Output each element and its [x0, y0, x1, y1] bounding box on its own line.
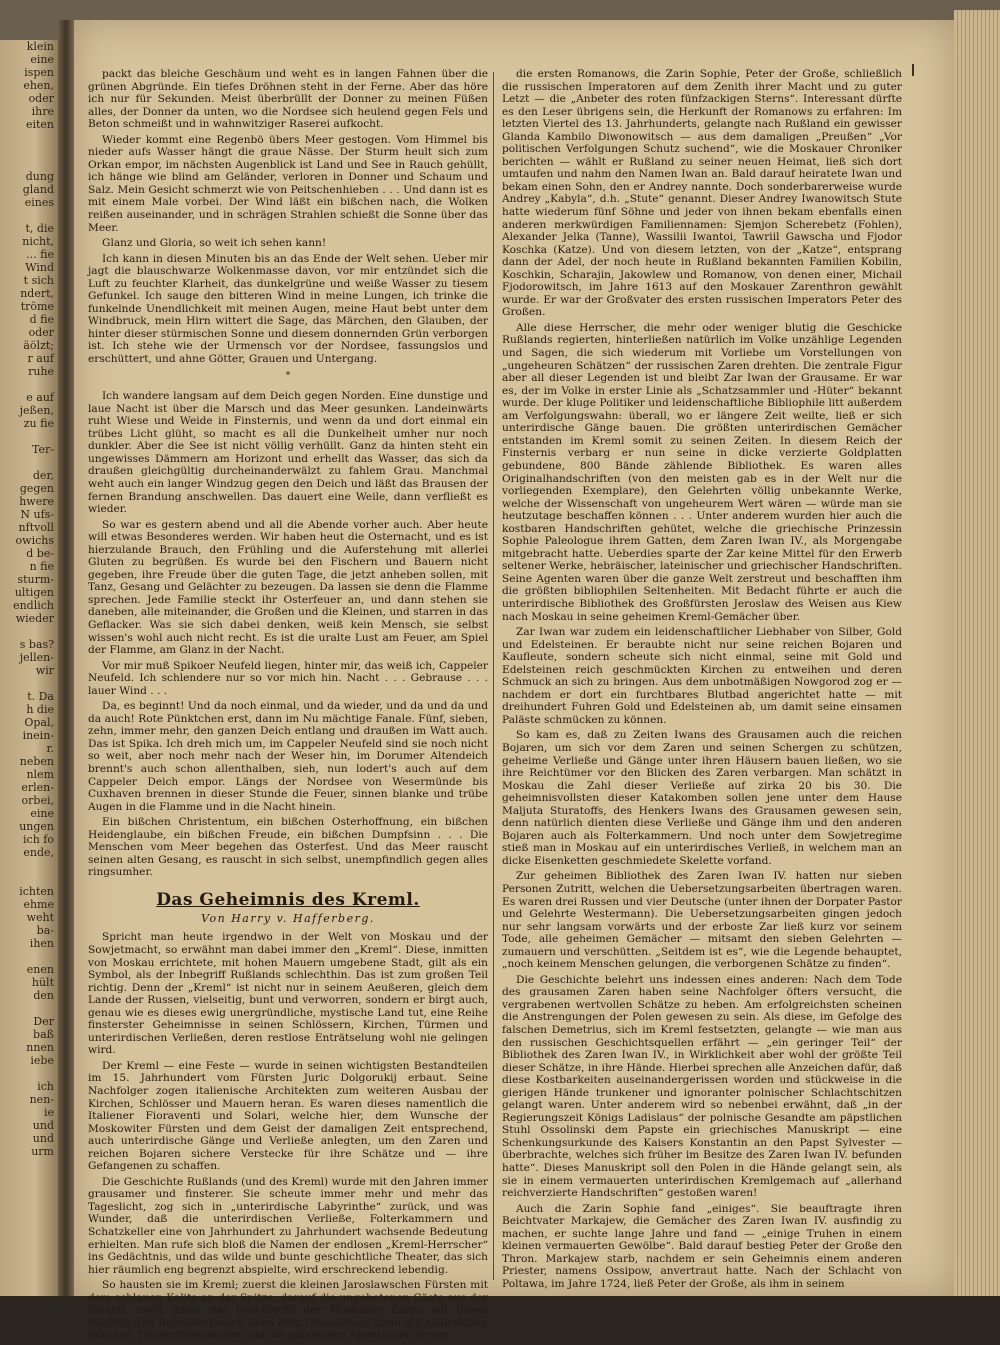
margin-text-fragment: ndert, [20, 287, 54, 300]
margin-text-fragment: nen- [29, 1093, 54, 1106]
paragraph: Glanz und Gloria, so weit ich sehen kann! [102, 237, 327, 250]
page-mark [912, 64, 914, 76]
margin-text-fragment: und [32, 1119, 54, 1132]
margin-text-fragment: nnen [26, 1041, 54, 1054]
paragraph: Ich wandere langsam auf dem Deich gegen Norden. Eine dunstige und laue Nacht ist über die Marsch und das Meer gesunken. Landeinwärts ruht Wiese und Weide in Finsternis, und wenn da und dort einmal ein trübes Licht glüht, so macht es all die Dunkelheit umher nur noch dunkler. Aber die See ist nicht völlig verhüllt. Ganz da hinten steht ein ungewisses Dämmern am Horizont und erhellt das Wasser, das sich da draußen gleichgültig durcheinanderwälzt zu fahlem Grau. Manchmal weht auch ein langer Windzug gegen den Deich und läßt das Brausen der fernen Brandung anschwellen. Das dauert eine Weile, dann verfließt es wieder. [88, 390, 488, 516]
newspaper-page [74, 20, 954, 1342]
paragraph: Spricht man heute irgendwo in der Welt von Moskau und der Sowjetmacht, so erwähnt man dabei immer den „Kreml“. Diese, inmitten von Moskau errichtete, mit hohen Mauern umgebene Stadt, gilt als ein Symbol, als der Inbegriff Rußlands schlechthin. Das ist zum großen Teil richtig. Denn der „Kreml“ ist nicht nur in seinem Aeußeren, gleich dem Lande der Russen, vielseitig, bunt und verworren, sondern er birgt auch, genau wie es dieses ewig unergründliche, mystische Land tut, eine Reihe finsterster Geheimnisse in seinen Schlössern, Kirchen, Türmen und unterirdischen Verließen, deren restlose Enträtselung wohl nie gelingen wird. [88, 931, 488, 1057]
margin-text-fragment: owichs [15, 534, 54, 547]
margin-text-fragment: ultigen [14, 586, 54, 599]
previous-page-margin [0, 40, 58, 1296]
margin-text-fragment: äölzt; [23, 339, 54, 352]
paragraph: Zur geheimen Bibliothek des Zaren Iwan IV. hatten nur sieben Personen Zutritt, welchen die Uebersetzungsarbeiten übertragen waren. Es waren drei Russen und vier Deutsche (unter ihnen der Dorpater Pastor und Gelehrte Westermann). Die Uebersetzungsarbeiten gingen jedoch nur sehr langsam vorwärts und der erboste Zar ließ kurz vor seinem Tode, alle geheimen Gemächer — mitsamt den sieben Gelehrten — zumauern und verschütten. „Seitdem ist es“, wie die Legende behauptet, „noch keinem Menschen gelungen, die verborgenen Schätze zu finden“. [502, 870, 902, 971]
left-column-text-top [88, 68, 488, 366]
margin-text-fragment: r auf [27, 352, 54, 365]
margin-text-fragment: urm [31, 1145, 54, 1158]
margin-text-fragment: Wind [25, 261, 54, 274]
margin-text-fragment: ichten [19, 885, 54, 898]
margin-text-fragment: ba- [36, 924, 54, 937]
margin-text-fragment: Opal, [24, 716, 54, 729]
margin-text-fragment: dung [25, 170, 54, 183]
margin-text-fragment: eiten [25, 118, 54, 131]
margin-text-fragment [0, 456, 58, 469]
margin-text-fragment: ich fo [23, 833, 54, 846]
margin-text-fragment: ich [37, 1080, 54, 1093]
margin-text-fragment: den [33, 989, 54, 1002]
paragraph: So war es gestern abend und all die Abende vorher auch. Aber heute will etwas Besonderes werden. Wir haben heut die Osternacht, und es ist hierzulande Brauch, den Frühling und die Auferstehung mit allerlei Gluten zu begrüßen. Es wurde bei den Fischern und Bauern nicht gegeben, ihre Freude über die guten Tage, die jetzt anheben sollen, mit Tanz, Gesang und Gelächter zu bezeugen. Da lassen sie denn die Flamme sprechen. Jede Familie steckt ihr Osterfeuer an, und dann stehen sie daneben, alle miteinander, die Großen und die Kleinen, und starren in das Geflacker. Was sie sich dabei denken, weiß kein Mensch, sie selbst wissen's wohl auch nicht recht. Es ist die uralte Lust am Feuer, am Spiel der Flamme, am Glanz in der Nacht. [88, 518, 488, 657]
paragraph: Wieder kommt eine Regenbö übers Meer gestogen. Vom Himmel bis nieder aufs Wasser hängt die graue Nässe. Der Sturm heult sich zum Orkan empor, im nächsten Augenblick ist Land und See in Rauch gehüllt, ich hänge wie blind am Geländer, verloren in Donner und Schaum und Salz. Mein Gesicht schmerzt wie von Peitschenhieben . . . Und dann ist es mit einem Male vorbei. Der Wind läßt ein bißchen nach, die Wolken reißen auseinander, und in schrägen Strahlen schießt die Sonne über das Meer. [88, 133, 488, 234]
margin-text-fragment: oder [28, 92, 54, 105]
paragraph: Zar Iwan war zudem ein leidenschaftlicher Liebhaber von Silber, Gold und Edelsteinen. Er beraubte nicht nur seine reichen Bojaren und Kaufleute, sondern scheute sich nicht einmal, seine mit Gold und Edelsteinen reich geschmückten Kirchen zu entweihen und deren Schmuck an sich zu bringen. Aus dem unbotmäßigen Nowgorod zog er — nachdem er dort ein furchtbares Blutbad angerichtet hatte — mit dreihundert Fuhren Gold und Edelsteinen ab, um damit seine einsamen Paläste schmücken zu können. [502, 626, 902, 726]
margin-text-fragment [0, 950, 58, 963]
margin-text-fragment: enen [26, 963, 54, 976]
margin-text-fragment [0, 872, 58, 885]
margin-text-fragment: h die [26, 703, 54, 716]
margin-text-fragment: ehen, [23, 79, 54, 92]
paragraph: So kam es, daß zu Zeiten Iwans des Grausamen auch die reichen Bojaren, um sich vor dem Zaren und seinen Schergen zu schützen, geheime Verließe und Gänge unter ihren Häusern bauen ließen, wo sie ihre Reichtümer vor den Blicken des Zaren verbargen. Man schätzt in Moskau die Zahl dieser Verließe auf zirka 20 bis 30. Die geheimnisvollsten dieser Katakomben sollen jene unter dem Hause Maljuta Sturatoffs, des Henkers Iwans des Grausamen gewesen sein, denn natürlich dienten diese Verließe und Gänge ihm und den anderen Bojaren auch als Folterkammern. Und noch unter dem Sowjetregime stieß man in Moskau auf ein unterirdisches Verließ, in welchem man an dicke Eisenketten geschmiedete Skelette vorfand. [502, 729, 902, 867]
margin-text-fragment: inein- [22, 729, 54, 742]
margin-text-fragment: gland [22, 183, 54, 196]
margin-text-fragment: t sich [23, 274, 54, 287]
margin-text-fragment: erlen- [21, 781, 54, 794]
margin-text-fragment [0, 144, 58, 157]
margin-text-fragment [0, 209, 58, 222]
margin-text-fragment: e auf [26, 391, 54, 404]
paragraph: Alle diese Herrscher, die mehr oder weniger blutig die Geschicke Rußlands regierten, hinterließen natürlich im Volke unzählige Legenden und Sagen, die sich wiederum mit Vorliebe um Vorstellungen von „ungeheuren Schätzen“ der russischen Zaren drehten. Die zentrale Figur aber all dieser Legenden ist und bleibt Zar Iwan der Grausame. Er war es, der im Volke in erster Linie als „Schatzsammler und -Hüter“ bekannt wurde. Der kluge Politiker und leidenschaftliche Bibliophile litt außerdem am Verfolgungswahn: überall, wo er längere Zeit weilte, ließ er sich unterirdische Gänge bauen. Die größten unterirdischen Gemächer entstanden im Kreml somit zu seinen Zeiten. In diesem Reich der Finsternis verbarg er nun seine in dicke verzierte Goldplatten gebundene, 800 Bände zählende Bibliothek. Es waren alles Originalhandschriften (von den meisten gab es in der Welt nur die vorliegenden Exemplare), den Gelehrten völlig unbekannte Werke, welche der Wissenschaft von ungeheurem Wert wären — würde man sie heutzutage beschaffen können . . . Unter anderem wurden hier auch die kostbaren Handschriften gehütet, welche die griechische Prinzessin Sophie Paleologue ihrem Gatten, dem Zaren Iwan IV., als Morgengabe mitgebracht hatte. Ueberdies sparte der Zar keine Mittel für den Erwerb seltener Werke, hebräischer, lateinischer und griechischer Handschriften. Seine Agenten waren über die ganze Welt zerstreut und beschafften ihm die größten bibliophilen Seltenheiten. Mit Bedacht führte er auch die unterirdische Bibliothek des Großfürsten Jeroslaw des Weisen aus Kiew nach Moskau in seine geheimen Kreml-Gemächer über. [502, 321, 902, 623]
margin-text-fragment: orbei, [21, 794, 54, 807]
margin-text-fragment: weht [26, 911, 54, 924]
margin-text-fragment: hwere [19, 495, 54, 508]
margin-text-fragment: endlich [13, 599, 54, 612]
article-headline: Das Geheimnis des Kreml. [156, 889, 420, 910]
margin-text-fragment: d fie [29, 313, 54, 326]
margin-text-fragment: tröme [20, 300, 54, 313]
left-column-text-bottom [88, 931, 488, 1342]
margin-text-fragment: nicht, [22, 235, 54, 248]
margin-text-fragment: hült [31, 976, 54, 989]
left-column-text-middle [88, 390, 488, 879]
margin-text-fragment: baß [33, 1028, 54, 1041]
margin-text-fragment [0, 859, 58, 872]
page-edges [954, 10, 1000, 1296]
margin-text-fragment: gegen [19, 482, 54, 495]
section-separator: * [285, 370, 291, 381]
margin-text-fragment: zu fie [23, 417, 54, 430]
paragraph: Der Kreml — eine Feste — wurde in seinen wichtigsten Bestandteilen im 15. Jahrhundert vom Fürsten Juric Dolgorukij erbaut. Seine Nachfolger zogen italienische Architekten zum weiteren Ausbau der Kirchen, Schlösser und Mauern heran. Es waren dieses namentlich die Italiener Fioraventi und Solari, welche hier, dem Wunsche der Moskowiter Fürsten und dem Geist der damaligen Zeit entsprechend, auch unterirdische Gänge und Verließe anlegten, um den Zaren und reichen Bojaren sichere Verstecke für ihre Schätze und — ihre Gefangenen zu schaffen. [88, 1059, 488, 1173]
margin-text-fragment: ispen [24, 66, 54, 79]
margin-text-fragment: Ter- [32, 443, 54, 456]
margin-text-fragment: ruhe [28, 365, 54, 378]
margin-text-fragment: oder [28, 326, 54, 339]
margin-text-fragment: sturm- [17, 573, 54, 586]
margin-text-fragment: d be- [26, 547, 54, 560]
margin-text-fragment: eines [24, 196, 54, 209]
margin-text-fragment: iebe [30, 1054, 54, 1067]
margin-text-fragment: n fie [29, 560, 54, 573]
margin-text-fragment: der, [32, 469, 54, 482]
paragraph: Vor mir muß Spikoer Neufeld liegen, hinter mir, das weiß ich, Cappeler Neufeld. Ich schlendere nur so vor mich hin. Nacht . . . Gebrause . . . lauer Wind . . . [88, 659, 488, 697]
paragraph: packt das bleiche Geschäum und weht es in langen Fahnen über die grünen Abgründe. Ein tiefes Dröhnen steht in der Ferne. Aber das höre ich nur für Sekunden. Meist überbrüllt der Donner zu meinen Füßen alles, der Donner da unten, wo die Nordsee sich heulend gegen Fels und Beton schmeißt und in wahnwitziger Raserei aufkocht. [88, 68, 488, 131]
column-divider [493, 72, 494, 1280]
margin-text-fragment [0, 1002, 58, 1015]
paragraph: die ersten Romanows, die Zarin Sophie, Peter der Große, schließlich die russischen Imperatoren auf dem Zenith ihrer Macht und zu guter Letzt — die „Anbeter des roten fünfzackigen Sterns“. Interessant dürfte es den Leser übrigens sein, die Herkunft der Romanows zu erfahren: Im letzten Viertel des 13. Jahrhunderts, gelangte nach Rußland ein gewisser Glanda Kambilo Diwonowitsch — aus dem damaligen „Preußen“ „Vor politischen Verfolgungen Schutz suchend“, wie die Moskauer Chroniker berichten — wählt er Rußland zu seiner neuen Heimat, ließ sich dort umtaufen und nahm den Namen Iwan an. Bald darauf heiratete Iwan und bekam einen Sohn, den er Andrey nannte. Doch sonderbarerweise wurde Andrey „Kabyla“, d.h. „Stute“ genannt. Dieser Andrey Iwanowitsch Stute hatte wiederum fünf Söhne und jeder von ihnen bekam ebenfalls einen anderen merkwürdigen Familiennamen: Sjemjon Scherebetz (Fohlen), Alexander Jelka (Tanne), Wassilii Iwantoi, Tawriil Gawscha und Fjodor Koschka (Katze). Und von diesem letzten, von der „Katze“, entsprang dann der Adel, der noch heute in Rußland bekannten Familien Kobilin, Koschkin, Scharajin, Jakowlew und Romanow, von denen einer, Michail Fjodorowitsch, im Jahre 1613 auf den Moskauer Zarenthron gewählt wurde. Er war der Großvater des ersten russischen Imperators Peter des Großen. [502, 68, 902, 319]
right-column-text [502, 68, 902, 1291]
margin-text-fragment: eine [30, 53, 54, 66]
margin-text-fragment: jeßen, [19, 404, 54, 417]
margin-text-fragment: t. Da [27, 690, 54, 703]
paragraph: Die Geschichte Rußlands (und des Kreml) wurde mit den Jahren immer grausamer und finsterer. Sie scheute immer mehr und mehr das Tageslicht, zog sich in „unterirdische Labyrinthe“ zurück, und was Wunder, daß die unterirdischen Verließe, Folterkammern und Schatzkeller eine von Jahrhundert zu Jahrhundert wachsende Bedeutung erhielten. Man rufe sich bloß die Namen der endlosen „Kreml-Herrscher“ ins Gedächtnis, und das wilde und bunte geschichtliche Theater, das sich hier räumlich eng begrenzt abspielte, wird erschreckend lebendig. [88, 1175, 488, 1276]
book-spine [58, 20, 74, 1296]
margin-text-fragment [0, 131, 58, 144]
margin-text-fragment: wieder [15, 612, 54, 625]
margin-text-fragment: nftvoll [18, 521, 54, 534]
margin-text-fragment: ihen [29, 937, 54, 950]
margin-text-fragment [0, 625, 58, 638]
paragraph: Auch die Zarin Sophie fand „einiges“. Sie beauftragte ihren Beichtvater Markajew, die Gemächer des Zaren Iwan IV. ausfindig zu machen, er suchte lange Jahre und fand — „einige Truhen in einem kleinen vermauerten Gewölbe“. Bald darauf bestieg Peter der Große den Thron. Markajew starb, nachdem er sein Geheimnis einem anderen Priester, namens Ossipow, anvertraut hatte. Nach der Schlacht von Poltawa, im Jahre 1724, ließ Peter der Große, als ihm in seinem [502, 1202, 902, 1290]
margin-text-fragment: ungen [19, 820, 54, 833]
margin-text-fragment [0, 157, 58, 170]
margin-text-fragment: wir [35, 664, 54, 677]
margin-text-fragment: s bas? [19, 638, 54, 651]
paragraph: Da, es beginnt! Und da noch einmal, und da wieder, und da und da und da auch! Rote Pünktchen erst, dann im Nu mächtige Fanale. Fünf, sieben, zehn, immer mehr, den ganzen Deich entlang und draußen im Watt auch. Das ist Spika. Ich dreh mich um, im Cappeler Neufeld sind sie noch nicht so weit, aber noch mehr nach der Weser hin, im Dorumer Altendeich brennt's auch schon allenthalben, sieh, nun lodert's auch auf dem Cappeler Deich empor. Längs der Nordsee von Wesermünde bis Cuxhaven brennen in dieser Stunde die Feuer, sinnen blanke und trübe Augen in die Flamme und in die Nacht hinein. [88, 700, 488, 813]
paragraph: Ich kann in diesen Minuten bis an das Ende der Welt sehen. Ueber mir jagt die blauschwarze Wolkenmasse davon, vor mir entzündet sich die Luft zu feuchter Klarheit, das dunkelgrüne und weiße Wasser zu tiesem Gefunkel. Ich sauge den bitteren Wind in meine Lungen, ich trinke die funkelnde Unendlichkeit mit meinen Augen, meine Haut bebt unter dem Windbruck, mein Hirn wittert die Sage, das Märchen, den Glauben, der hinter dieser stürmischen Sonne und diesem donnernden Grün verborgen ist. Ich stehe wie der Urmensch vor der Nordsee, fassungslos und erschüttert, und ahne Götter, Grauen und Untergang. [88, 252, 488, 366]
margin-text-fragment: N ufs- [20, 508, 54, 521]
margin-text-fragment [0, 430, 58, 443]
margin-text-fragment: ende, [23, 846, 54, 859]
margin-text-fragment: klein [26, 40, 54, 53]
right-column [502, 68, 902, 1294]
paragraph: So hausten sie im Kreml; zuerst die kleinen Jaroslawschen Fürsten mit dem schlauen Kalita an der Spitze, darauf die ungebetenen Gäste aus der Tatarei, nach ihnen das Geschlecht der Moskauer Zaren mit ihrem mächtigsten Repräsentanten Iwan dem Grausamen, dann die zahlreichen falschen Thronprätendenten und die polnischen Abenteurer, ferner [88, 1279, 488, 1342]
margin-text-fragment: ie [43, 1106, 54, 1119]
margin-text-fragment: ihre [31, 105, 54, 118]
margin-text-fragment: r. [46, 742, 54, 755]
margin-text-fragment: und [32, 1132, 54, 1145]
margin-text-fragment: t, die [25, 222, 54, 235]
margin-text-fragment [0, 677, 58, 690]
margin-text-fragment: eine [30, 807, 54, 820]
margin-text-fragment: neben [19, 755, 54, 768]
article-byline: Von Harry v. Hafferberg. [201, 911, 375, 925]
margin-text-fragment [0, 378, 58, 391]
left-column [88, 68, 488, 1345]
paragraph: Ein bißchen Christentum, ein bißchen Osterhoffnung, ein bißchen Heidenglaube, ein bißchen Freude, ein bißchen Dumpfsinn . . . Die Menschen vom Meer begehen das Osterfest. Und das Meer rauscht seinen alten Gesang, es rauscht in sich selbst, unempfindlich gegen alles ringsumher. [88, 816, 488, 879]
margin-text-fragment [0, 1067, 58, 1080]
margin-text-fragment: nlem [26, 768, 54, 781]
paragraph: Die Geschichte belehrt uns indessen eines anderen: Nach dem Tode des grausamen Zaren haben seine Nachfolger öfters versucht, die vergrabenen wertvollen Schätze zu heben. Am erfolgreichsten scheinen die Anstrengungen der Polen gewesen zu sein. Als diese, im Gefolge des falschen Demetrius, sich im Kreml festsetzten, gelangte — wie man aus den russischen Geschichtsquellen erfährt — „ein geringer Teil“ der Bibliothek des Zaren Iwan IV., in Wirklichkeit aber wohl der größte Teil dieser Schätze, in ihre Hände. Hierbei sprechen alle Anzeichen dafür, daß diese Kostbarkeiten auseinandergerissen worden und stückweise in die gierigen Hände trunkener und ignoranter polnischer Schlachtschitzen gelangt waren. Unter anderem wird so nebenbei erwähnt, daß „in der Regierungszeit Königs Ladislaus“ der polnische Gesandte am päpstlichen Stuhl Ossolinski dem Papste ein griechisches Manuskript — eine Schenkungsurkunde des Kaisers Konstantin an den Papst Sylvester — überbrachte, welches sich früher im Besitze des Zaren Iwan IV. befunden hatte“. Dieses Manuskript soll den Polen in die Hände gelangt sein, als sie in einem vermauerten unterirdischen Kremlgemach auf „allerhand reichverzierte Handschriften“ gestoßen waren! [502, 973, 902, 1200]
margin-text-fragment: jellen- [19, 651, 54, 664]
margin-text-fragment: ... fie [26, 248, 54, 261]
margin-text-fragment: ehme [23, 898, 54, 911]
margin-text-fragment: Der [33, 1015, 54, 1028]
